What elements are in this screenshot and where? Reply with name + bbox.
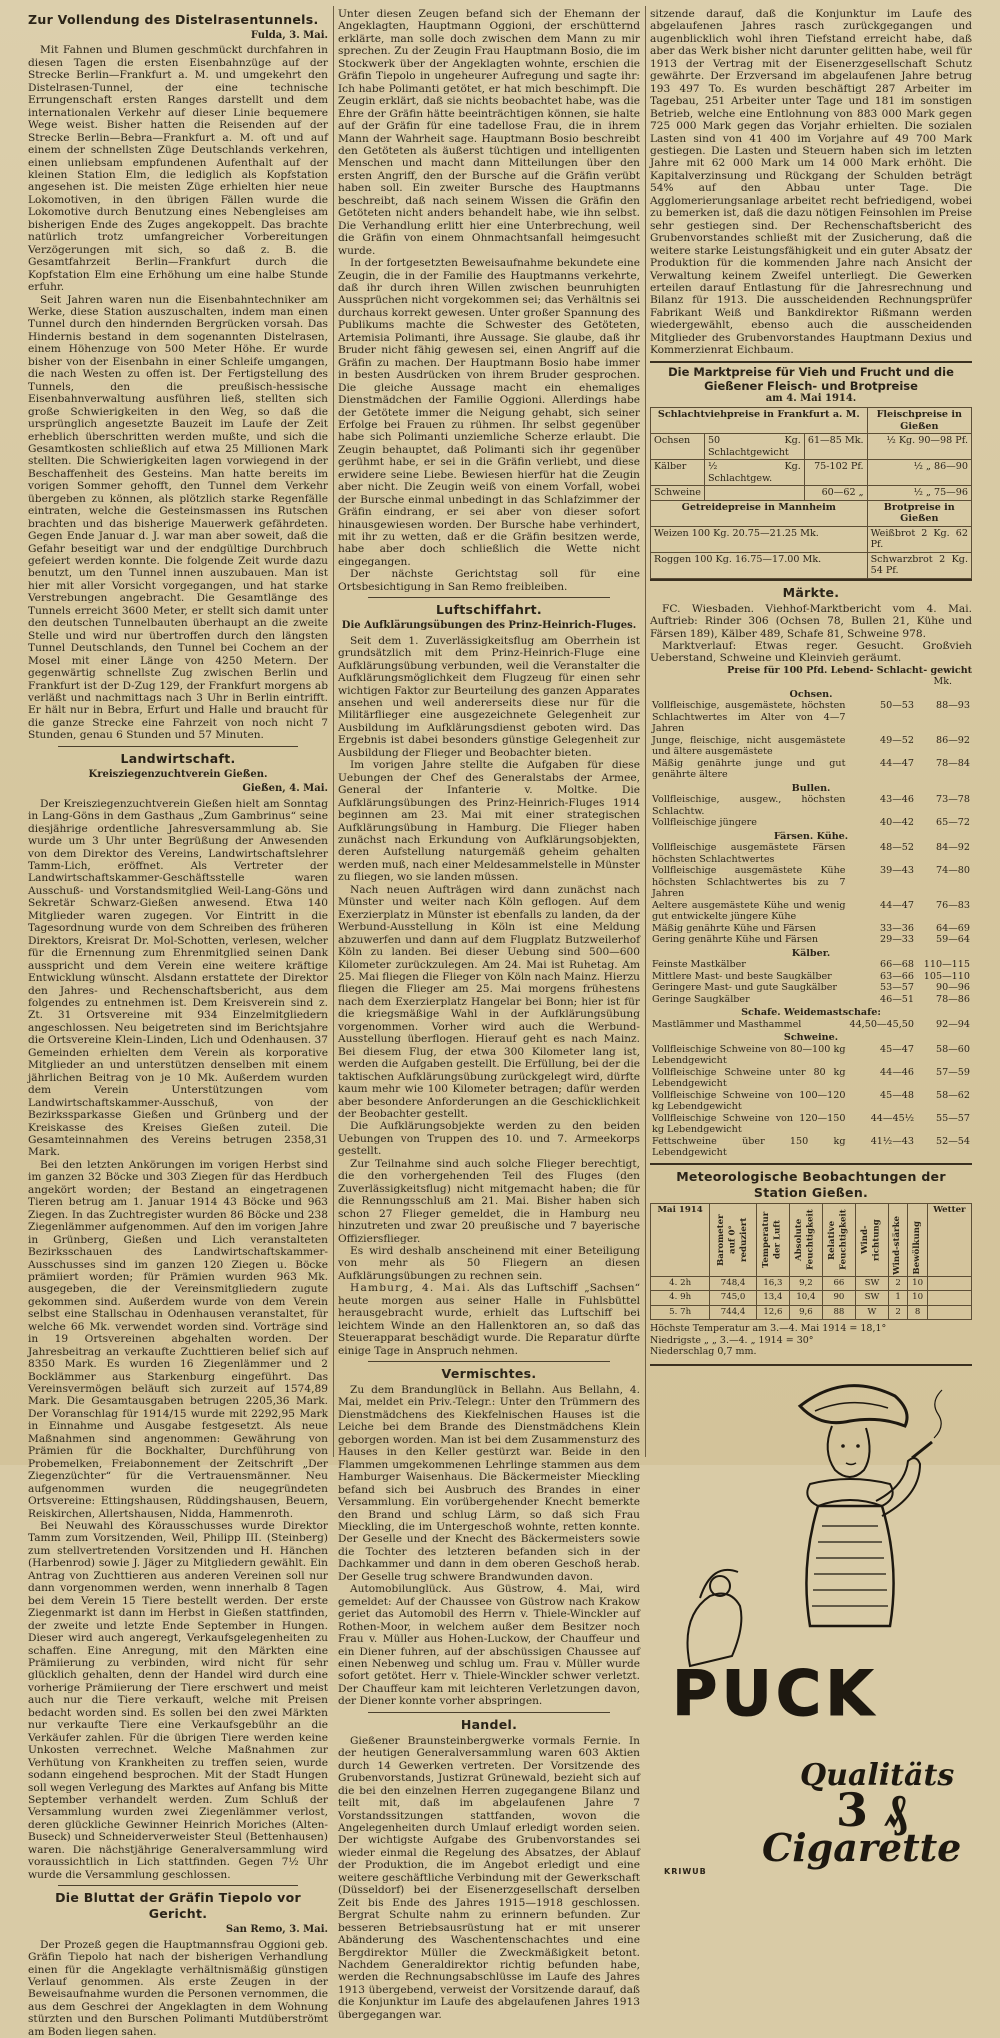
slaughter-weight-price: 84—92 <box>935 842 970 854</box>
slaughter-weight-price: 59—64 <box>935 934 970 946</box>
weather-cell: W <box>855 1305 888 1320</box>
table-row <box>651 434 972 460</box>
live-weight-price: 44—46 <box>879 1066 914 1078</box>
grade-description: Vollfleischige, ausgew., höchsten Schlachtw. <box>652 794 846 817</box>
weather-column-label: Temperatur der Luft <box>761 1211 783 1269</box>
category-heading: Färsen. Kühe. <box>773 830 849 842</box>
slaughter-weight-price: 76—83 <box>935 899 970 911</box>
weather-column-header <box>710 1203 757 1276</box>
category-heading: Schafe. Weidemastschafe: <box>741 1007 881 1019</box>
article-paragraph: Mit Fahnen und Blumen geschmückt durchfahren in diesen Tagen die ersten Eisenbahnzüge auf der Strecke Berlin—Frankfurt a. M. und umgekehrt den Distelrasen-Tunnel, der eine technische Errungenschaft ersten Ranges darstellt und dem internationalen Verkehr auf dieser Linie bequemere Wege weist. Bisher hatten die Reisenden auf der Strecke Berlin—Bebra—Frankfurt a. M. oft und auf einem der schnellsten Züge Deutschlands verkehren, einen unliebsam empfundenen Aufenthalt auf der kleinen Station Elm, die lediglich als Kopfstation angesehen ist. Die meisten Züge erhielten hier neue Lokomotiven, in den übrigen Fällen wurde die Lokomotive durch Benutzung eines Nebengleises am bisherigen Ende des Zuges angekoppelt. Das brachte natürlich trotz umfangreicher Vorbereitungen Verzögerungen mit sich, so daß z. B. die Gesamtfahrzeit Berlin—Frankfurt durch die Kopfstation Elm eine Erhöhung um eine halbe Stunde erfuhr. <box>28 44 328 294</box>
table-row <box>651 1305 972 1320</box>
weather-cell: 1 <box>888 1291 907 1306</box>
live-weight-price: 44—45½ <box>870 1112 914 1124</box>
table-row <box>650 971 972 983</box>
article-paragraph: Im vorigen Jahre stellte die Aufgaben für diese Uebungen der Chef des Generalstabs der Armee, General der Infanterie v. Moltke. Die Aufklärungsübungen des Prinz-Heinrich-Fluges 1914 beginnen am 23. Mai mit einer strategischen Aufklärungsübung in Hamburg. Die Flieger haben zunächst nach Erkundung von Aufklärungsobjekten, deren Aufstellung naturgemäß geheim gehalten werden muß, nach einer Meldesammelstelle in Münster zu fliegen, wo sie landen müssen. <box>338 759 640 884</box>
weather-footnote: Niederschlag 0,7 mm. <box>650 1346 757 1358</box>
weather-cell: 5. 7h <box>651 1305 710 1320</box>
market-prices-title: Die Marktpreise für Vieh und Frucht und die Gießener Fleisch- und Brotpreise <box>668 364 954 393</box>
live-weight-price: 45—47 <box>879 1043 914 1055</box>
animal-cell: Schweine <box>651 486 705 501</box>
market-prices-box <box>650 361 972 581</box>
table-body <box>651 1276 972 1320</box>
article-paragraph: Seit Jahren waren nun die Eisenbahntechniker am Werke, diese Station auszuschalten, indem man einen Tunnel durch den hindernden Bergrücken vorsah. Das Hindernis bestand in dem sogenannten Distelrasen, einem Höhenzuge von 500 Meter Höhe. Er wurde bisher von der Eisenbahn in einer Schleife umgangen, die nach Westen zu offen ist. Der Fertigstellung des Tunnels, den die preußisch-hessische Eisenbahnverwaltung ausführen ließ, stellten sich große Schwierigkeiten in den Weg, so daß die ursprünglich angesetzte Bauzeit im Laufe der Zeit erheblich überschritten werden mußte, und sich die Gesamtkosten schließlich auf etwa 25 Millionen Mark stellten. Die Schwierigkeiten lagen vorwiegend in der Beschaffenheit des Gesteins. Man hatte bereits im vorigen Sommer gehofft, den Tunnel dem Verkehr übergeben zu können, als plötzlich starke Regenfälle eintraten, welche die Gesteinsmassen ins Rutschen brachten und das bisherige Mauerwerk gefährdeten. Gegen Ende Januar d. J. war man aber soweit, daß die Gefahr beseitigt war und der endgültige Durchbruch gefeiert werden konnte. Die folgende Zeit wurde dazu benutzt, um den Tunnel innen auszubauen. Man ist hier mit aller Vorsicht vorgegangen, und hat starke Verstrebungen angebracht. Die Gesamtlänge des Tunnels erreicht 3600 Meter, er stellt sich damit unter den deutschen Tunnelbauten überhaupt an die zweite Stelle und wird nur übertroffen durch den längsten Tunnel Deutschlands, den Tunnel bei Cochem an der Mosel mit einer Länge von 4250 Metern. Der gegenwärtig schnellste Zug zwischen Berlin und Frankfurt ist der D-Zug 129, der Frankfurt morgens ab verläßt und nachmittags nach 3 Uhr in Berlin eintrifft. Er hält nur in Bebra, Erfurt und Halle und braucht für die ganze Strecke eine Fahrzeit von noch nicht 7 Stunden, genau 6 Stunden und 57 Minuten. <box>28 293 328 742</box>
table-body <box>650 687 972 1159</box>
live-weight-price: 33—36 <box>879 922 914 934</box>
slaughter-weight-price: 58—62 <box>935 1089 970 1101</box>
category-heading: Schweine. <box>783 1032 839 1044</box>
grain-price-cell: Weizen 100 Kg. 20.75—21.25 Mk. <box>651 526 868 552</box>
article-paragraph: Der Prozeß gegen die Hauptmannsfrau Oggioni geb. Gräfin Tiepolo hat nach der bisherigen Verhandlung einen für die Angeklagte verhältnismäßig günstigen Verlauf genommen. Als erste Zeugen in der Beweisaufnahme wurden die Personen vernommen, die aus dem Geschrei der Angeklagten in dem Wohnung stürzten und den Burschen Polimanti Mutdüberströmt am Boden liegen sahen. <box>28 1938 328 2038</box>
weather-cell: 748,4 <box>710 1276 757 1291</box>
table-row <box>650 959 972 971</box>
table-row <box>650 829 972 843</box>
article-paragraph: Der Kreisziegenzuchtverein Gießen hielt am Sonntag in Lang-Göns in dem Gasthaus „Zum Gambrinus“ seine diesjährige ordentliche Jahresversammlung ab. Sie wurde um 3 Uhr unter Begrüßung der Anwesenden von dem Direktor des Vereins, Landwirtschaftslehrer Tamm-Lich, eröffnet. Als Vertreter der Landwirtschaftskammer-Geschäftsstelle waren Ausschuß- und Vorstandsmitglied Weil-Lang-Göns und Sekretär Schwarz-Gießen anwesend. Etwa 140 Mitglieder waren zugegen. Vor Eintritt in die Tagesordnung wurde von dem Schreiben des früheren Direktors, Kreisrat Dr. Mol-Schotten, verlesen, welcher für die Ernennung zum Ehrenmitglied seinen Dank ausspricht und dem Verein eine weitere kräftige Entwicklung wünscht. Alsdann erstattete der Direktor den Jahres- und Rechenschaftsbericht, aus dem folgendes zu entnehmen ist. Dem Kreisverein sind z. Zt. 31 Ortsvereine mit 934 Einzelmitgliedern angeschlossen. Neu beigetreten sind im Berichtsjahre die Ortsvereine Klein-Linden, Lich und Odenhausen. 37 Gemeinden erhielten dem Verein als korporative Mitglieder an und unterstützen denselben mit einem jährlichen Beitrag von je 10 Mk. Außerdem wurden dem Verein Unterstützungen vom Landwirtschaftskammer-Ausschuß, von der Bezirkssparkasse Gießen und Grünberg und der Kreiskasse des Kreises Gießen zuteil. Die Gesamteinnahmen des Vereins betrugen 2358,31 Mark. <box>28 797 328 1159</box>
table-header-row <box>651 1203 972 1276</box>
article-paragraph: Zu dem Brandunglück in Bellahn. Aus Bellahn, 4. Mai, meldet ein Priv.-Telegr.: Unter den Trümmern des Dienstmädchens des Kiekfelnischen Hauses ist die Leiche bei dem Brande des Dienstmädchens Klein geborgen worden. Man ist bei dem Zusammensturz des Hauses in den Keller gestürzt war. Beide in den Flammen umgekommenen Lehrlinge stammen aus dem Hamburger Waisenhaus. Die Bäckermeister Mieckling befand sich bei Ausbruch des Brandes in einer Versammlung. Ein vorübergehender Knecht bemerkte den Brand und schlug Lärm, so daß sich Frau Mieckling, die im Untergeschoß wohnte, retten konnte. Der Geselle und der Knecht des Bäckermeisters sowie die Tochter des letzteren befanden sich in der Dachkammer und dann in dem oberen Geschoß herab. Der Geselle trug schwere Brandwunden davon. <box>338 1384 640 1583</box>
section-heading: Luftschiffahrt. <box>436 602 542 618</box>
column-1 <box>28 8 328 2038</box>
grade-description: Aeltere ausgemästete Kühe und wenig gut entwickelte jüngere Kühe <box>652 899 846 923</box>
weather-column-label: Barometer auf 0° reduziert <box>715 1214 749 1266</box>
table-row <box>650 700 972 735</box>
grade-description: Mastlämmer und Masthammel <box>652 1018 802 1030</box>
weather-cell: 16,3 <box>756 1276 789 1291</box>
divider <box>58 1885 298 1886</box>
frankfurt-price-cell: 75-102 Pf. <box>804 460 867 486</box>
slaughter-weight-price: 64—69 <box>935 922 970 934</box>
table-row <box>650 923 972 935</box>
live-weight-price: 50—53 <box>879 700 914 712</box>
weather-cell: 13,4 <box>756 1291 789 1306</box>
category-heading: Ochsen. <box>789 688 833 700</box>
giessen-price-cell: ½ „ 75—96 <box>867 486 971 501</box>
weather-cell: 12,6 <box>756 1305 789 1320</box>
market-units: Mk. <box>933 675 952 687</box>
weather-cell: 10 <box>908 1291 927 1306</box>
table-row <box>650 735 972 758</box>
weather-cell: 745,0 <box>710 1291 757 1306</box>
weather-cell: 88 <box>822 1305 855 1320</box>
article-paragraph: Gießener Braunsteinbergwerke vormals Fernie. In der heutigen Generalversammlung waren 603 Aktien durch 14 Gewerken vertreten. Der Vorsitzende des Grubenvorstands, Justizrat Grünewald, bezieht sich auf die bei den einzelnen Herren zugegangene Bilanz und teilt mit, daß im abgelaufenen Jahre 7 Vorstandssitzungen stattfanden, wovon die Angelegenheiten durch Umlauf erledigt worden seien. Der wichtigste Aufgabe des Grubenvorstandes sei wieder einmal die Regelung des Absatzes, der Ablauf der Produktion, die im Angebot erledigt und eine weitere geschäftliche Verbindung mit der Gewerkschaft (Düsseldorf) bei der Eisenerzgesellschaft derselben Zeit bis Ende des Jahres 1915—1918 geschlossen. Bergrat Schulte nahm zu erinnern befunden. Zur besseren Betriebsausrüstung hat er mit unserer Abänderung des Waschentenschachtes und eine Bergdirektor Müller die Zweckmäßigkeit betont. Nachdem Generaldirektor richtig befunden habe, werden die Rechnungsabschlüsse im Laufe des Jahres 1913 übergebend, verweist der Vorsitzende darauf, daß die Konjunktur im Laufe des abgelaufenen Jahres 1913 übergegangen war. <box>338 1734 640 2021</box>
live-weight-price: 43—46 <box>879 794 914 806</box>
slaughter-weight-price: 55—57 <box>935 1112 970 1124</box>
column-rule <box>645 6 646 1457</box>
live-weight-price: 44—47 <box>879 757 914 769</box>
article-paragraph: Bei den letzten Ankörungen im vorigen Herbst sind im ganzen 32 Böcke und 303 Ziegen für das Herdbuch angekört worden; der Bestand an eingetragenen Tieren betrug am 1. Januar 1914 43 Böcke und 963 Ziegen. In das Zuchtregister wurden 86 Böcke und 238 Ziegenlämmer aufgenommen. Auf den im vorigen Jahre in Grünberg, Gießen und Lich veranstalteten Bezirksschauen des Landwirtschaftskammer-Ausschusses sind im ganzen 120 Ziegen u. Böcke prämiiert worden; für Prämien wurden 963 Mk. ausgegeben, die der Vereinsmitgliedern zugute gekommen sind. Außerdem wurde von dem Verein selbst eine Stallschau in Odenhausen veranstaltet, für welche 66 Mk. verwendet worden sind. Vorträge sind in 19 Ortsvereinen abgehalten worden. Der Jahresbeitrag an verkaufte Zuchttieren belief sich auf 8350 Mark. Es wurden 16 Ziegenlämmer und 2 Bocklämmer aus Starkenburg eingeführt. Das Vereinsvermögen beläuft sich zurzeit auf 1574,89 Mark. Die Gesamtausgaben betrugen 2205,36 Mark. Der Voranschlag für 1914/15 wurde mit 2292,95 Mark in Einnahme und Ausgabe festgesetzt. Als neue Maßnahmen sind angenommen: Gewährung von Prämien für die Bockhalter, Durchführung von Probemelken, Freiabonnement der Zeitschrift „Der Ziegenzüchter“ für die Vertrauensmänner. Neu aufgenommen wurden die neugegründeten Ortsvereine: Ettingshausen, Rüddingshausen, Beuern, Reiskirchen, Allertshausen, Nidda, Hammenroth. <box>28 1158 328 1520</box>
weather-column-header <box>888 1203 907 1276</box>
livestock-price-table <box>650 407 972 579</box>
weather-column-label: Wind-richtung <box>860 1219 882 1261</box>
article-paragraph: In der fortgesetzten Beweisaufnahme bekundete eine Zeugin, die in der Familie des Hauptmanns verkehrte, daß ihr durch ihren Willen zwischen beunruhigten Aussprüchen nicht vorgekommen sei; das Verhältnis sei durchaus korrekt gewesen. Unter großer Spannung des Publikums machte die Schwester des Getöteten, Artemisia Polimanti, ihre Aussage. Sie glaube, daß ihr Bruder nicht fähig gewesen sei, einen Angriff auf die Gräfin zu machen. Der Hauptmann Bosio habe immer in besten Ausdrücken von ihrem Bruder gesprochen. Die gleiche Aussage macht ein ehemaliges Dienstmädchen der Familie Oggioni. Allerdings habe der Getötete immer die Neigung gehabt, sich seiner Erfolge bei Frauen zu rühmen. Ihr selbst gegenüber habe sich Polimanti unziemliche Scherze erlaubt. Die Zeugin behauptet, daß Polimanti sich ihr gegenüber gerühmt habe, er sei in die Gräfin verliebt, und diese erwidere seine Liebe. Bewiesen hierfür hat die Zeugin aber nicht. Die Zeugin weiß von einem Vorfall, wobei der Bursche einmal unbedingt in das Schlafzimmer der Gräfin eindrang, er sei aber von dieser sofort hinausgewiesen worden. Der Bursche habe verhindert, mit ihr zu wetten, daß er die Gräfin besitzen werde, habe aber doch schließlich die Wette nicht eingegangen. <box>338 257 640 568</box>
ad-brand: PUCK <box>672 1656 878 1730</box>
live-weight-price: 45—48 <box>879 1089 914 1101</box>
table-body <box>651 434 972 501</box>
bread-price-cell: Schwarzbrot 2 Kg. 54 Pf. <box>867 552 971 578</box>
table-row <box>650 687 972 701</box>
weather-table <box>650 1203 972 1321</box>
table-row <box>650 758 972 781</box>
grade-description: Geringere Mast- und gute Saugkälber <box>652 982 837 994</box>
weather-cell: 4. 9h <box>651 1291 710 1306</box>
weather-cell: 744,4 <box>710 1305 757 1320</box>
weather-column-label: Relative Feuchtigkeit <box>827 1209 849 1271</box>
slaughter-weight-price: 57—59 <box>935 1066 970 1078</box>
table-row <box>650 1136 972 1159</box>
column-rule <box>333 6 334 1457</box>
table-row <box>650 900 972 923</box>
table-row <box>650 1044 972 1067</box>
dateline: Gießen, 4. Mai. <box>242 783 328 795</box>
table-row <box>651 1276 972 1291</box>
article-paragraph: Es wird deshalb anscheinend mit einer Beteiligung von mehr als 50 Fliegern an diesen Aufklärungsübungen zu rechnen sein. <box>338 1244 640 1282</box>
giessen-price-cell: ½ „ 86—90 <box>867 460 971 486</box>
weather-cell: 8 <box>908 1305 927 1320</box>
column-2 <box>338 8 640 2021</box>
divider <box>650 1163 972 1165</box>
slaughter-weight-price: 78—84 <box>935 757 970 769</box>
weather-cell <box>927 1276 971 1291</box>
ad-price: 3 ₰ <box>836 1782 908 1837</box>
article-paragraph: Zur Teilnahme sind auch solche Flieger berechtigt, die den vorhergehenden Teil des Fluges (den Zuverlässigkeitsflug) nicht mitgemacht haben; die für die Rennungsschluß am 21. Mai. Bisher haben sich schon 27 Flieger gemeldet, die in Hamburg neu hinzutreten und zwar 20 preußische und 7 bayerische Offiziersflieger. <box>338 1157 640 1245</box>
cattle-market-table <box>650 687 972 1159</box>
table-row <box>650 982 972 994</box>
category-heading: Kälber. <box>791 947 831 959</box>
weather-column-header <box>789 1203 822 1276</box>
slaughter-weight-price: 88—93 <box>935 700 970 712</box>
table-row <box>650 1019 972 1031</box>
table-row <box>650 781 972 795</box>
live-weight-price: 46—51 <box>879 993 914 1005</box>
ad-product: Cigarette <box>762 1824 962 1870</box>
live-weight-price: 44,50—45,50 <box>849 1018 914 1030</box>
table-row <box>651 486 972 501</box>
article-paragraph: Marktverlauf: Etwas reger. Gesucht. Großvieh Ueberstand, Schweine und Kleinvieh geräumt. <box>650 640 972 665</box>
slaughter-weight-price: 58—60 <box>935 1043 970 1055</box>
article-heading: Zur Vollendung des Distelrasentunnels. <box>28 12 319 27</box>
slaughter-weight-price: 86—92 <box>935 734 970 746</box>
article-paragraph: Nach neuen Aufträgen wird dann zunächst nach Münster und weiter nach Köln geflogen. Auf dem Exerzierplatz in Münster ist ebenfalls zu landen, da der Werbund-Ausstellung in Köln ist eine Meldung abzuwerfen und dann auf dem Flugplatz Butzweilerhof Köln zu landen. Bei dieser Uebung sind 500—600 Kilometer zurückzulegen. Am 24. Mai ist Ruhetag. Am 25. Mai fliegen die Flieger von Köln nach Mainz. Hierzu fliegen die Flieger am 25. Mai morgens frühestens nach dem Exerzierplatz Hangelar bei Bonn; hier ist für die kriegsmäßige Wahl in der Aufklärungsübung vorgenommen. Vorher wird auch die Werbund-Ausstellung überflogen. Hierauf geht es nach Mainz. Bei diesem Flug, der etwa 300 Kilometer lang ist, werden die Aufgaben gestellt. Die Erfüllung, bei der die taktischen Aufklärungsübung zurückgelegt wird, dürfte kaum mehr wie 100 Kilometer betragen; dafür werden aber besondere Anforderungen an die Geschicklichkeit der Beobachter gestellt. <box>338 883 640 1120</box>
table-row <box>651 526 972 552</box>
grade-description: Mittlere Mast- und beste Saugkälber <box>652 970 832 982</box>
live-weight-price: 49—52 <box>879 734 914 746</box>
article-paragraph: Unter diesen Zeugen befand sich der Ehemann der Angeklagten, Hauptmann Oggioni, der erschütternd erklärte, man solle doch zwischen dem Mann zu mir sprechen. Zu der Zeugin Frau Hauptmann Bosio, die im Stockwerk über der Angeklagten wohnte, erschien die Gräfin Tiepolo in ungeheurer Aufregung und sagte ihr: Ich habe Polimanti getötet, er hat mich beschimpft. Die Zeugin erklärt, daß sie nichts beobachtet habe, was die Ehre der Gräfin hätte beeinträchtigen können, sie halte auf der Gräfin für eine tadellose Frau, die in ihrem Mann der Wahrheit sage. Hauptmann Bosio beschreibt den Getöteten als äußerst tüchtigen und intelligenten Menschen und macht dann Mitteilungen über den ersten Angriff, den der Bursche auf die Gräfin verübt haben soll. Ein zweiter Bursche des Hauptmanns beschreibt, daß nach seinem Wissen die Gräfin den Getöteten nicht anders behandelt habe, wie ihn selbst. Die Verhandlung erlitt hier eine Unterbrechung, weil die Gräfin von einem Ohnmachtsanfall heimgesucht wurde. <box>338 8 640 257</box>
weather-cell: 10 <box>908 1276 927 1291</box>
market-prices-date: am 4. Mai 1914. <box>765 392 857 404</box>
grade-description: Feinste Mastkälber <box>652 959 746 971</box>
section-heading: Handel. <box>460 1716 518 1732</box>
weather-column-header <box>908 1203 927 1276</box>
article-paragraph: Automobilunglück. Aus Güstrow, 4. Mai, wird gemeldet: Auf der Chaussee von Güstrow nach Krakow geriet das Automobil des Herrn v. Thiele-Winckler auf Rothen-Moor, in welchem außer dem Besitzer noch Frau v. Müller aus Hohen-Luckow, der Chauffeur und ein Diener fuhren, auf der abschüssigen Chaussee auf einen Nebenweg und schlug um. Frau v. Müller wurde sofort getötet. Herr v. Thiele-Winckler schwer verletzt. Der Chauffeur kam mit leichteren Verletzungen davon, der Diener konnte vorher abspringen. <box>338 1583 640 1708</box>
grade-description: Geringe Saugkälber <box>652 993 750 1005</box>
weather-column-header: Wetter <box>927 1203 971 1276</box>
weather-cell <box>927 1305 971 1320</box>
table-row <box>650 1030 972 1044</box>
article-heading: Die Bluttat der Gräfin Tiepolo vor Gericht. <box>55 1890 301 1922</box>
slaughter-weight-price: 110—115 <box>923 959 970 971</box>
table-header: Schlachtviehpreise in Frankfurt a. M. <box>651 408 868 434</box>
live-weight-price: 48—52 <box>879 842 914 854</box>
ad-artist-signature: KRIWUB <box>664 1866 707 1876</box>
live-weight-price: 53—57 <box>879 982 914 994</box>
live-weight-price: 44—47 <box>879 899 914 911</box>
unit-cell: 50 Kg. Schlachtgewicht <box>704 434 804 460</box>
table-row <box>651 460 972 486</box>
section-heading: Märkte. <box>782 584 840 600</box>
table-row <box>650 794 972 817</box>
slaughter-weight-price: 92—94 <box>935 1018 970 1030</box>
grade-description: Mäßig genährte junge und gut genährte ältere <box>652 757 846 781</box>
grain-price-cell: Roggen 100 Kg. 16.75—17.00 Mk. <box>651 552 868 578</box>
grade-description: Vollfleischige, ausgemästete, höchsten Schlachtwertes im Alter von 4—7 Jahren <box>652 700 846 735</box>
weather-cell: 9,6 <box>789 1305 822 1320</box>
table-row <box>650 946 972 960</box>
article-paragraph: Der nächste Gerichtstag soll für eine Ortsbesichtigung in San Remo freibleiben. <box>338 568 640 593</box>
weather-cell <box>927 1291 971 1306</box>
weather-cell: 90 <box>822 1291 855 1306</box>
weather-cell: 10,4 <box>789 1291 822 1306</box>
table-row <box>651 1291 972 1306</box>
table-row <box>650 865 972 900</box>
grade-description: Vollfleischige ausgemästete Kühe höchsten Schlachtwertes bis zu 7 Jahren <box>652 865 846 900</box>
article-paragraph: Die Aufklärungsobjekte werden zu den beiden Uebungen von Truppen des 10. und 7. Armeekorps gestellt. <box>338 1120 640 1158</box>
weather-cell: 2 <box>888 1276 907 1291</box>
divider <box>58 746 298 747</box>
weather-column-header <box>822 1203 855 1276</box>
table-row <box>650 842 972 865</box>
table-body <box>651 526 972 578</box>
category-heading: Bullen. <box>791 782 831 794</box>
section-heading: Vermischtes. <box>441 1366 537 1382</box>
table-header: Fleischpreise in Gießen <box>867 408 971 434</box>
grade-description: Junge, fleischige, nicht ausgemästete und ältere ausgemästete <box>652 734 846 758</box>
live-weight-price: 40—42 <box>879 817 914 829</box>
weather-cell: 4. 2h <box>651 1276 710 1291</box>
weather-cell: 66 <box>822 1276 855 1291</box>
table-row <box>650 1090 972 1113</box>
weather-column-header <box>855 1203 888 1276</box>
grade-description: Vollfleischige ausgemästete Färsen höchsten Schlachtwertes <box>652 842 846 865</box>
frankfurt-price-cell: 61—85 Mk. <box>804 434 867 460</box>
weather-column-label: Absolute Feuchtigkeit <box>794 1209 816 1271</box>
slaughter-weight-price: 90—96 <box>935 982 970 994</box>
grade-description: Vollfleischige Schweine von 120—150 kg Lebendgewicht <box>652 1112 846 1136</box>
divider <box>368 597 610 598</box>
weather-column-header <box>756 1203 789 1276</box>
weather-column-label: Wind-stärke <box>892 1215 903 1275</box>
live-weight-price: 66—68 <box>879 959 914 971</box>
grade-description: Vollfleischige Schweine von 100—120 kg Lebendgewicht <box>652 1089 846 1113</box>
grade-description: Vollfleischige Schweine von 80—100 kg Lebendgewicht <box>652 1043 846 1067</box>
unit-cell <box>704 486 804 501</box>
article-paragraph: Seit dem 1. Zuverlässigkeitsflug am Oberrhein ist grundsätzlich mit dem Prinz-Heinrich-Fluge eine Aufklärungsübung verbunden, weil die Veranstalter die Aufklärungsmöglichkeit dem Flugzeug für einen sehr wichtigen Faktor zur Beurteilung des ganzen Apparates ansehen und weil andererseits diese nur für die Militärflieger eine ausgezeichnete Gelegenheit zur Ausbildung im Aufklärungsdienst geboten wird. Das Ergebnis ist dabei besonders günstige Gelegenheit zur Ausbildung der Flieger und Beobachter bieten. <box>338 634 640 759</box>
lady-illustration <box>650 1366 972 1696</box>
table-row <box>650 1067 972 1090</box>
weather-column-label: Bewölkung <box>911 1221 922 1275</box>
divider <box>368 1712 610 1713</box>
live-weight-price: 29—33 <box>879 934 914 946</box>
article-paragraph: FC. Wiesbaden. Viehhof-Marktbericht vom 4. Mai. Auftrieb: Rinder 306 (Ochsen 78, Bullen 21, Kühe und Färsen 189), Kälber 489, Schafe 81, Schweine 978. <box>650 602 972 640</box>
animal-cell: Kälber <box>651 460 705 486</box>
table-row <box>650 1113 972 1136</box>
section-subheading: Die Aufklärungsübungen des Prinz-Heinrich-Fluges. <box>341 620 637 632</box>
slaughter-weight-price: 73—78 <box>935 794 970 806</box>
grade-description: Vollfleischige Schweine unter 80 kg Lebendgewicht <box>652 1066 846 1090</box>
live-weight-price: 39—43 <box>879 865 914 877</box>
slaughter-weight-price: 78—86 <box>935 993 970 1005</box>
section-subheading: Kreisziegenzuchtverein Gießen. <box>88 768 268 780</box>
frankfurt-price-cell: 60—62 „ <box>804 486 867 501</box>
grade-description: Mäßig genährte Kühe und Färsen <box>652 922 816 934</box>
weather-cell: SW <box>855 1291 888 1306</box>
bread-price-cell: Weißbrot 2 Kg. 62 Pf. <box>867 526 971 552</box>
weather-column-header: Mai 1914 <box>651 1203 710 1276</box>
column-3 <box>650 8 972 1876</box>
weather-cell: SW <box>855 1276 888 1291</box>
table-row <box>650 1005 972 1019</box>
live-weight-price: 63—66 <box>879 970 914 982</box>
weather-cell: 9,2 <box>789 1276 822 1291</box>
unit-cell: ½ Kg. Schlachtgew. <box>704 460 804 486</box>
live-weight-price: 41½—43 <box>870 1135 914 1147</box>
market-column-header: Preise für 100 Pfd. Lebend- Schlacht- gewicht <box>727 664 972 676</box>
grade-description: Fettschweine über 150 kg Lebendgewicht <box>652 1135 846 1159</box>
grade-description: Gering genährte Kühe und Färsen <box>652 934 819 946</box>
table-row <box>650 817 972 829</box>
grade-description: Vollfleischige jüngere <box>652 817 757 829</box>
divider <box>368 1361 610 1362</box>
article-paragraph: Als das Luftschiff „Sachsen“ heute morgen aus seiner Halle in Fuhlsbüttel herausgebracht wurde, erhielt das Luftschiff bei leichtem Winde an den Hallenktoren an, so daß das Steuerapparat beschädigt wurde. Die Reparatur dürfte einige Tage in Anspruch nehmen. <box>338 1282 640 1357</box>
puck-cigarette-ad <box>650 1364 972 1886</box>
dateline: San Remo, 3. Mai. <box>225 1924 328 1936</box>
slaughter-weight-price: 74—80 <box>935 865 970 877</box>
ad-tagline: Qualitäts <box>800 1757 955 1793</box>
article-paragraph: sitzende darauf, daß die Konjunktur im Laufe des abgelaufenen Jahres rasch zurückgegangen und augenblicklich wohl ihren Tiefstand erreicht habe, daß aber das Werk bisher nicht darunter gelitten habe, weil für 1913 der Vertrag mit der Eisenerzgesellschaft Schutz gewährte. Der Erzversand im abgelaufenen Jahre betrug 193 497 To. Es wurden beschäftigt 287 Arbeiter im Tagebau, 251 Arbeiter unter Tage und 181 im sonstigen Betrieb, welche eine Entlohnung von 883 000 Mark gegen 725 000 Mark gegen das Vorjahr erhielten. Die sozialen Lasten sind von 41 400 im Vorjahre auf 49 700 Mark gestiegen. Die Lasten und Steuern haben sich im letzten Jahre mit 62 000 Mark um 14 000 Mark erhöht. Die Kapitalverzinsung und Rückgang der Schulden beträgt 54% auf den Abbau unter Tage. Die Agglomerierungsanlage arbeitet recht befriedigend, wobei zu bemerken ist, daß die dazu nötigen Feinsohlen im Preise sehr gestiegen sind. Der Rechenschaftsbericht des Grubenvorstandes schließt mit der Zusicherung, daß die weitere starke Leistungsfähigkeit und ein guter Absatz der Produktion für die kommenden Jahre nach Ansicht der Verwaltung keinem Zweifel unterliegt. Die Gewerken erteilen darauf Entlastung für die Jahresrechnung und Bilanz für 1913. Die ausscheidenden Rechnungsprüfer Fabrikant Weiß und Bankdirektor Rißmann werden wiedergewählt, ebenso auch die ausscheidenden Mitglieder des Grubenvorstandes Hauptmann Dexius und Kommerzienrat Eichbaum. <box>650 8 972 357</box>
weather-footnote: Höchste Temperatur am 3.—4. Mai 1914 = 18,1° <box>650 1323 887 1335</box>
table-row <box>650 994 972 1006</box>
weather-cell: 2 <box>888 1305 907 1320</box>
dateline: Fulda, 3. Mai. <box>250 30 328 41</box>
animal-cell: Ochsen <box>651 434 705 460</box>
slaughter-weight-price: 65—72 <box>935 817 970 829</box>
weather-footnote: Niedrigste „ „ 3.—4. „ 1914 = 30° <box>650 1334 814 1346</box>
slaughter-weight-price: 105—110 <box>923 970 970 982</box>
weather-heading: Meteorologische Beobachtungen der Station Gießen. <box>676 1168 946 1200</box>
table-row <box>650 934 972 946</box>
slaughter-weight-price: 52—54 <box>935 1135 970 1147</box>
dateline: Hamburg, 4. Mai. <box>350 1282 472 1295</box>
article-paragraph: Bei Neuwahl des Körausschusses wurde Direktor Tamm zum Vorsitzenden, Weil, Philipp III. (Steinberg) zum stellvertretenden Vorsitzenden und H. Hänchen (Harbenrod) sowie J. Jäger zu Mitgliedern gewählt. Ein Antrag von Zuchttieren aus anderen Vereinen soll nur dann vorgenommen werden, wenn innerhalb 8 Tagen bei dem Verein 15 Tiere bestellt werden. Der erste Ziegenmarkt ist dann im Herbst in Gießen stattfinden, der zweite und letzte Ende September in Hungen. Dieser wird auch angeregt, Verkaufsgelegenheiten zu schaffen. Eine Anregung, mit den Märkten eine Prämiierung zu verbinden, wird nicht für sehr glücklich gehalten, denn der Handel wird durch eine vorherige Prämiierung der Tiere erschwert und meist auch nur die Tiere verkauft, welche mit Preisen bedacht worden sind. Es sollen bei den zwei Märkten nur verkaufte Tiere eine Verkaufsgebühr an die Verkäufer zahlen. Für die übrigen Tiere werden keine Unkosten verrechnet. Welche Maßnahmen zur Verhütung von Krankheiten zu treffen seien, wurde sodann eingehend besprochen. Mit der Stadt Hungen soll wegen Verlegung des Marktes auf Anfang bis Mitte September verhandelt werden. Zum Schluß der Versammlung wurden zwei Ziegenlämmer verlost, deren glückliche Gewinner Heinrich Moriches (Alten-Buseck) und Schneiderverweister Steul (Bettenhausen) waren. Die nächstjährige Generalversammlung wird voraussichtlich in Lich stattfinden. Gegen 7½ Uhr wurde die Versammlung geschlossen. <box>28 1520 328 1881</box>
table-header: Getreidepreise in Mannheim <box>651 500 868 526</box>
giessen-price-cell: ½ Kg. 90—98 Pf. <box>867 434 971 460</box>
section-heading: Landwirtschaft. <box>120 750 236 766</box>
table-header: Brotpreise in Gießen <box>867 500 971 526</box>
table-row <box>651 552 972 578</box>
